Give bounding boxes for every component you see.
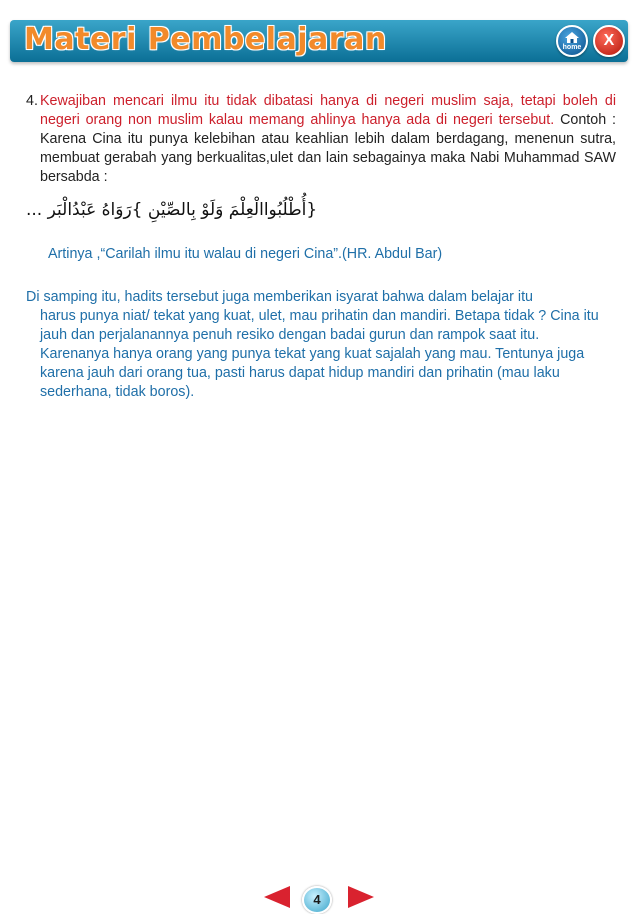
page-number: 4 — [302, 886, 332, 914]
item-highlight: Kewajiban mencari ilmu itu tidak dibatasi hanya di negeri muslim saja, tetapi boleh di negeri orang non muslim kalau memang ahlinya hanya ada di negeri tersebut. — [40, 93, 616, 128]
footer — [0, 440, 638, 907]
arabic-hadith-line — [26, 200, 612, 220]
paragraph-rest: harus punya niat/ tekat yang kuat, ulet, mau prihatin dan mandiri. Betapa tidak ? Cina itu jauh dan perjalanannya penuh resiko dengan badai gurun dan rampok saat itu. Karenanya hanya orang yang punya tekat yang kuat sajalah yang mau. Tentunya juga karena jauh dari orang tua, pasti harus dapat hidup mandiri dan prihatin (mau laku sederhana, tidak boros). — [40, 308, 599, 400]
arabic-prefix: ... — [26, 200, 43, 220]
arabic-hadith: {أُطْلُبُواالْعِلْمَ وَلَوْ بِالصِّيْنِ }رَوَاهُ عَبْدُالْبَر — [47, 200, 318, 220]
translation: Artinya ,“Carilah ilmu itu walau di negeri Cina”.(HR. Abdul Bar) — [48, 246, 443, 262]
explanation-paragraph — [26, 288, 610, 402]
item-text: Contoh : Karena Cina itu punya kelebihan atau keahlian lebih dalam berdagang, menenun sutra, membuat gerabah yang berkualitas,ulet dan lain sebagainya maka Nabi Muhammad SAW bersabda : — [40, 112, 616, 185]
content-item-4 — [26, 92, 616, 187]
home-button[interactable] — [556, 25, 588, 57]
paragraph-first-line: Di samping itu, hadits tersebut juga memberikan isyarat bahwa dalam belajar itu — [26, 289, 534, 305]
home-label: home — [562, 44, 582, 51]
previous-arrow-icon[interactable] — [264, 886, 290, 908]
home-icon — [564, 31, 580, 44]
item-number: 4. — [26, 93, 38, 109]
header — [0, 0, 638, 80]
item-body — [40, 92, 616, 187]
page-title: Materi Pembelajaran — [24, 22, 387, 57]
next-arrow-icon[interactable] — [348, 886, 374, 908]
close-button[interactable]: X — [593, 25, 625, 57]
